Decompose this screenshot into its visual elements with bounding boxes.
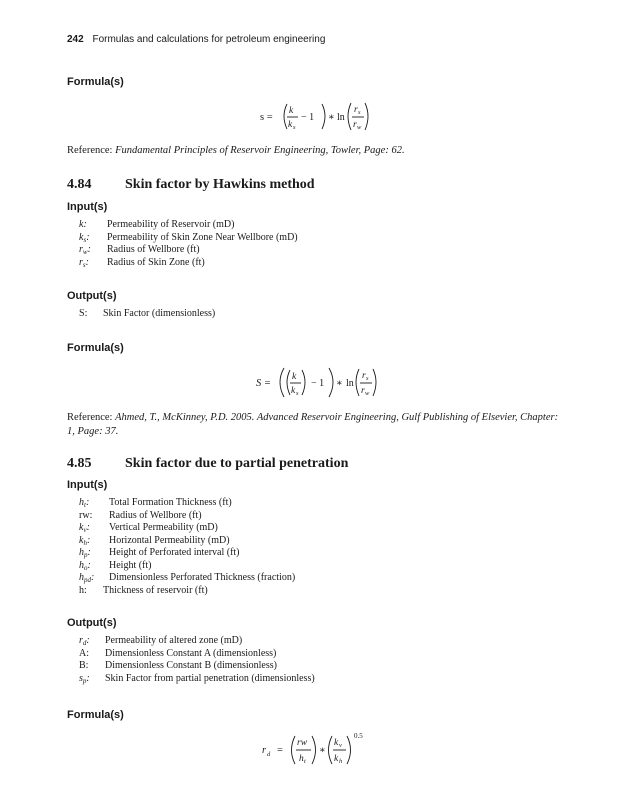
var-rs-sub: s [358, 109, 361, 116]
var-rs: r [354, 105, 358, 115]
list-item: $r_s$: Radius of Skin Zone (ft) [79, 256, 205, 269]
times-operator: ∗ [319, 745, 326, 756]
list-item: $k_h$: Horizontal Permeability (mD) [79, 534, 230, 547]
reference-label: Reference: [67, 412, 116, 423]
list-item: $k_s$: Permeability of Skin Zone Near Wellbore (mD) [79, 231, 298, 244]
var-ks-sub: s [296, 390, 299, 397]
section-heading-4-84 [67, 177, 315, 193]
formula-lhs-sub: d [267, 751, 271, 758]
exponent: 0.5 [354, 732, 363, 740]
list-item: $k_v$: Vertical Permeability (mD) [79, 522, 218, 534]
page-number: 242 [67, 34, 84, 45]
list-item: h: Thickness of reservoir (ft) [79, 584, 208, 596]
formula-skin-hawkins [256, 366, 376, 400]
formula-lhs: r [262, 745, 267, 756]
var-rw-sub: w [357, 124, 362, 131]
list-item: rw: Radius of Wellbore (ft) [79, 509, 202, 521]
reference-towler [67, 144, 567, 158]
reference-citation: Ahmed, T., McKinney, P.D. 2005. Advanced Reservoir Engineering, Gulf Publishing of Elsevier, Chapter: 1, Page: 37. [67, 412, 559, 437]
outputs-list [79, 635, 315, 685]
section-number: 4.84 [67, 177, 92, 192]
formula-heading: Formula(s) [67, 342, 124, 354]
times-operator: ∗ [328, 112, 335, 123]
list-item: $h_p$: Height of Perforated interval (ft) [79, 547, 240, 559]
formula-heading: Formula(s) [67, 709, 124, 721]
list-item: S: Skin Factor (dimensionless) [79, 308, 216, 319]
var-kv: k [334, 738, 339, 748]
section-title: Skin factor due to partial penetration [125, 456, 349, 471]
formula-lhs: S = [256, 378, 271, 389]
inputs-heading: Input(s) [67, 201, 108, 213]
formula-heading: Formula(s) [67, 76, 124, 88]
var-ht-sub: t [304, 758, 306, 765]
list-item: $h_o$: Height (ft) [79, 559, 152, 572]
list-item: B: Dimensionless Constant B (dimensionless) [79, 660, 277, 671]
reference-citation: Fundamental Principles of Reservoir Engineering, Towler, Page: 62. [115, 145, 405, 156]
ln-operator: ln [346, 378, 354, 389]
ln-operator: ln [337, 112, 345, 123]
formula-skin-towler [260, 100, 370, 134]
var-ht: h [299, 754, 304, 764]
formula-lhs: s = [260, 112, 273, 123]
list-item: $s_p$: Skin Factor from partial penetration (dimensionless) [79, 672, 315, 685]
list-item: A: Dimensionless Constant A (dimensionless) [79, 647, 277, 659]
var-rw: r [353, 120, 357, 130]
outputs-heading: Output(s) [67, 617, 117, 629]
var-rw: r [361, 386, 365, 396]
list-item: k: Permeability of Reservoir (mD) [79, 219, 235, 230]
var-ks-sub: s [293, 124, 296, 131]
inputs-list [79, 219, 298, 269]
var-rs: r [362, 371, 366, 381]
reference-ahmed [67, 411, 567, 439]
minus-one: − 1 [301, 112, 315, 123]
var-k: k [292, 372, 297, 382]
running-header [67, 34, 325, 45]
var-kh: k [334, 754, 339, 764]
equals-sign: = [277, 745, 283, 756]
var-rw-sub: w [365, 390, 370, 397]
section-number: 4.85 [67, 456, 92, 471]
section-title: Skin factor by Hawkins method [125, 177, 315, 192]
inputs-list [79, 497, 295, 597]
list-item: $h_t$: Total Formation Thickness (ft) [79, 497, 232, 509]
var-k: k [289, 106, 294, 116]
var-ks: k [288, 120, 293, 130]
formula-altered-zone [262, 732, 372, 770]
inputs-heading: Input(s) [67, 479, 108, 491]
outputs-list [79, 308, 215, 321]
section-heading-4-85 [67, 456, 348, 472]
minus-one: − 1 [311, 378, 325, 389]
var-rw: rw [297, 738, 308, 748]
var-kh-sub: h [339, 758, 343, 765]
reference-label: Reference: [67, 145, 116, 156]
outputs-heading: Output(s) [67, 290, 117, 302]
list-item: $r_d$: Permeability of altered zone (mD) [79, 635, 243, 647]
var-rs-sub: s [366, 375, 369, 382]
list-item: $h_{pd}$: Dimensionless Perforated Thickness (fraction) [79, 572, 296, 584]
var-ks: k [291, 386, 296, 396]
list-item: $r_w$: Radius of Wellbore (ft) [79, 244, 200, 256]
var-kv-sub: v [339, 742, 342, 749]
running-title: Formulas and calculations for petroleum engineering [92, 34, 326, 45]
times-operator: ∗ [336, 378, 343, 389]
